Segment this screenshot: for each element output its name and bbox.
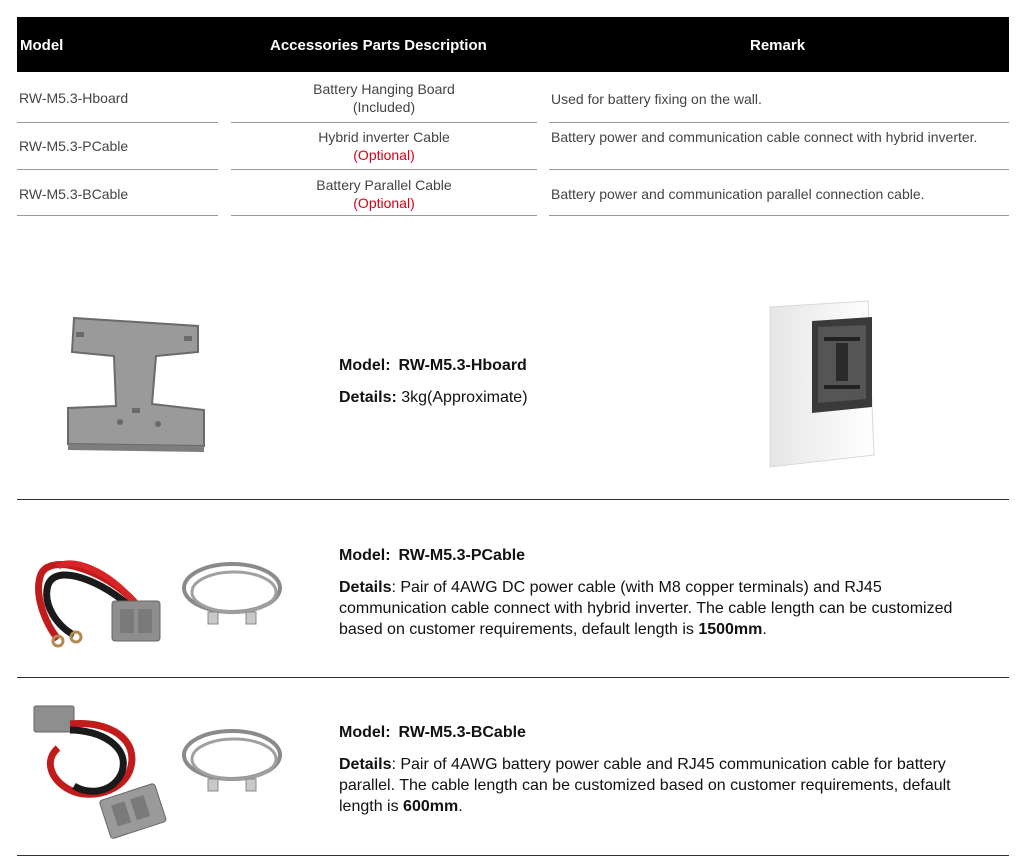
battery-on-board-image <box>760 295 880 475</box>
row-1-divider-remark <box>549 122 1009 123</box>
row-3-divider-model <box>17 215 218 216</box>
row-3-divider-remark <box>549 215 1009 216</box>
default-length: 600mm <box>403 798 459 815</box>
row-3-tag: (Optional) <box>353 195 415 211</box>
row-1-remark: Used for battery fixing on the wall. <box>551 91 762 107</box>
row-1-description <box>231 80 537 116</box>
section-hboard-model <box>339 355 599 376</box>
hanging-board-image <box>60 312 210 457</box>
model-label: Model: <box>339 724 391 741</box>
table-header <box>17 17 1009 72</box>
rj45-cable-image-1 <box>180 556 285 631</box>
section-divider-3 <box>17 855 1009 856</box>
row-2-description-text: Hybrid inverter Cable <box>318 129 450 145</box>
row-1-model: RW-M5.3-Hboard <box>19 90 129 106</box>
section-divider-1 <box>17 499 1009 500</box>
model-label: Model: <box>339 357 391 374</box>
parallel-cable-image <box>30 700 180 840</box>
default-length: 1500mm <box>698 621 763 638</box>
row-1-tag: (Included) <box>352 99 416 115</box>
row-1-divider-model <box>17 122 218 123</box>
section-pcable-info <box>339 545 979 640</box>
row-1-divider-desc <box>231 122 537 123</box>
header-remark: Remark <box>750 37 806 54</box>
section-pcable-model <box>339 545 979 566</box>
row-2-description <box>231 128 537 164</box>
details-text: : Pair of 4AWG DC power cable (with M8 copper terminals) and RJ45 communication cable connect with hybrid inverter. The cable length can be customized based on customer requirements, default length is <box>339 579 953 638</box>
power-cable-image <box>28 537 178 657</box>
row-3-description <box>231 176 537 212</box>
model-value: RW-M5.3-PCable <box>398 547 526 564</box>
header-description: Accessories Parts Description <box>270 37 487 54</box>
details-text: : Pair of 4AWG battery power cable and RJ45 communication cable for battery parallel. The cable length can be customized based on customer requirements, default length is <box>339 756 951 815</box>
row-2-model: RW-M5.3-PCable <box>19 138 129 154</box>
details-label: Details <box>339 756 392 773</box>
row-3-divider-desc <box>231 215 537 216</box>
header-model: Model <box>20 37 64 54</box>
details-end: . <box>458 798 463 815</box>
row-2-remark: Battery power and communication cable connect with hybrid inverter. <box>551 129 978 145</box>
details-label: Details: <box>339 389 397 406</box>
row-3-description-text: Battery Parallel Cable <box>316 177 452 193</box>
section-divider-2 <box>17 677 1009 678</box>
model-value: RW-M5.3-BCable <box>398 724 526 741</box>
row-2-divider-desc <box>231 169 537 170</box>
row-3-model: RW-M5.3-BCable <box>19 186 129 202</box>
section-pcable-details <box>339 577 979 640</box>
row-2-tag: (Optional) <box>353 147 415 163</box>
row-2-divider-model <box>17 169 218 170</box>
model-label: Model: <box>339 547 391 564</box>
details-end: . <box>762 621 767 638</box>
model-value: RW-M5.3-Hboard <box>398 357 527 374</box>
row-2-divider-remark <box>549 169 1009 170</box>
section-hboard-info <box>339 355 599 408</box>
details-label: Details <box>339 579 392 596</box>
section-bcable-info <box>339 722 979 817</box>
details-text: 3kg(Approximate) <box>401 389 528 406</box>
row-3-remark: Battery power and communication parallel connection cable. <box>551 186 925 202</box>
rj45-cable-image-2 <box>180 723 285 798</box>
section-bcable-model <box>339 722 979 743</box>
section-bcable-details <box>339 754 979 817</box>
section-hboard-details <box>339 387 599 408</box>
row-1-description-text: Battery Hanging Board <box>313 81 455 97</box>
